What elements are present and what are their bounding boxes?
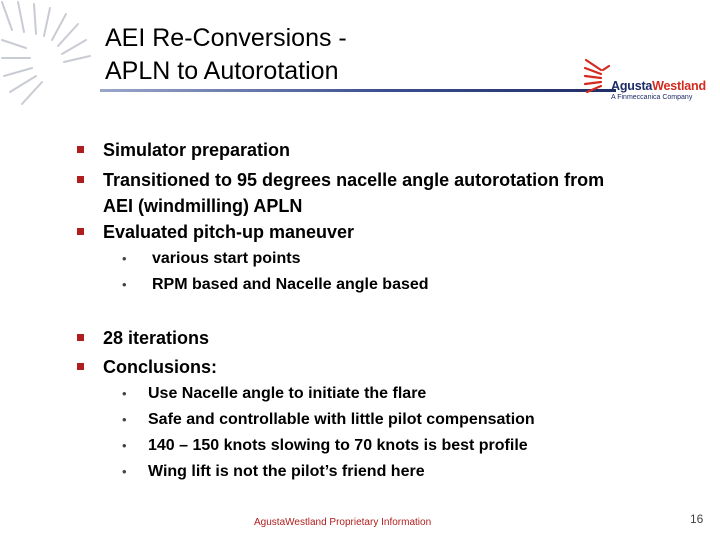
- sub-bullet-text: Safe and controllable with little pilot compensation: [148, 411, 535, 428]
- dot-bullet-icon: •: [122, 438, 127, 453]
- dot-bullet-icon: •: [122, 277, 127, 292]
- dot-bullet-icon: •: [122, 251, 127, 266]
- page-number: 16: [690, 512, 704, 526]
- bullet-text: Simulator preparation: [103, 140, 291, 160]
- bullet-text: 28 iterations: [103, 328, 210, 348]
- sub-bullet-item: [122, 275, 429, 295]
- sub-bullet-text: 140 – 150 knots slowing to 70 knots is best profile: [148, 437, 528, 454]
- dot-bullet-icon: •: [122, 412, 127, 427]
- bullet-item: [103, 354, 217, 380]
- square-bullet-icon: [77, 176, 84, 183]
- dot-bullet-icon: •: [122, 386, 127, 401]
- sub-bullet-text: Wing lift is not the pilot’s friend here: [148, 463, 425, 480]
- sub-bullet-item: [122, 462, 425, 482]
- sub-bullet-text: RPM based and Nacelle angle based: [152, 276, 429, 293]
- logo-wordmark-part1: Agusta: [611, 79, 653, 93]
- bullet-text: Evaluated pitch-up maneuver: [103, 222, 355, 242]
- bullet-text-line2: AEI (windmilling) APLN: [103, 196, 303, 216]
- slide-title-line2: APLN to Autorotation: [105, 57, 339, 85]
- title-underline: [100, 89, 616, 92]
- sub-bullet-item: [122, 410, 535, 430]
- bullet-text-line1: Transitioned to 95 degrees nacelle angle autorotation from: [103, 170, 605, 190]
- bullet-item: [103, 137, 290, 163]
- bullet-item: [103, 167, 604, 219]
- bullet-item: [103, 325, 209, 351]
- logo-wordmark-part2: Westland: [652, 79, 706, 93]
- dot-bullet-icon: •: [122, 464, 127, 479]
- corner-rays-icon: [0, 0, 100, 110]
- sub-bullet-text: various start points: [152, 250, 301, 267]
- agustawestland-logo-icon: [583, 56, 611, 100]
- sub-bullet-item: [122, 384, 427, 404]
- logo-subtitle: A Finmeccanica Company: [611, 94, 693, 101]
- square-bullet-icon: [77, 228, 84, 235]
- agustawestland-logo: [583, 52, 713, 106]
- sub-bullet-item: [122, 436, 528, 456]
- square-bullet-icon: [77, 334, 84, 341]
- sub-bullet-item: [122, 249, 301, 269]
- footer-proprietary-notice: AgustaWestland Proprietary Information: [254, 517, 432, 528]
- sub-bullet-text: Use Nacelle angle to initiate the flare: [148, 385, 427, 402]
- bullet-item: [103, 219, 354, 245]
- slide-title: [105, 22, 347, 88]
- bullet-text: Conclusions:: [103, 357, 218, 377]
- square-bullet-icon: [77, 363, 84, 370]
- logo-wordmark: [611, 79, 706, 93]
- square-bullet-icon: [77, 146, 84, 153]
- slide-title-line1: AEI Re-Conversions -: [105, 24, 347, 52]
